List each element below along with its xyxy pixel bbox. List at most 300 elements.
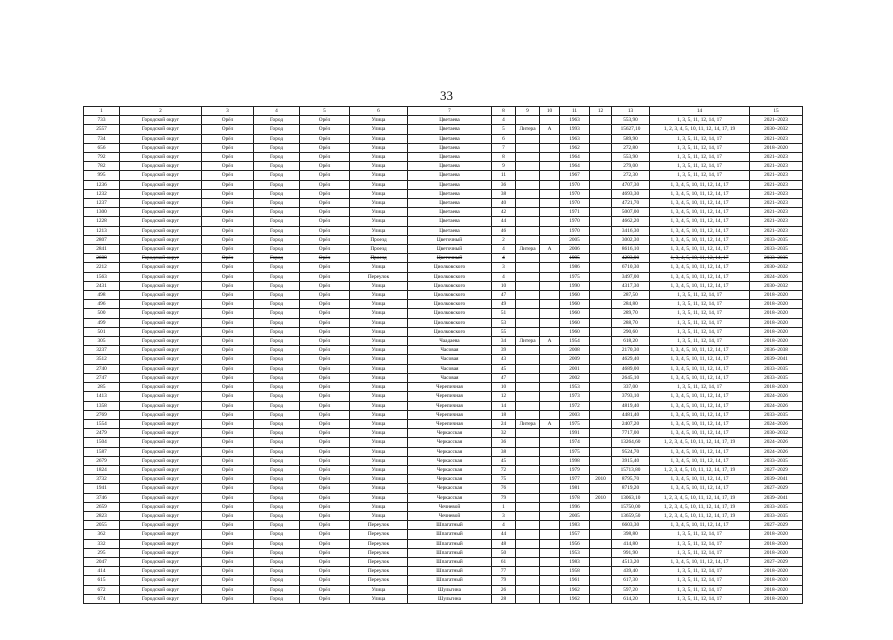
cell-period: 2027–2029 (750, 557, 803, 566)
cell-street: Цветаева (408, 226, 492, 235)
cell-building-type (516, 309, 540, 318)
cell-district: Орёл (202, 245, 254, 254)
cell-year-built: 1970 (560, 217, 590, 226)
cell-building-type (516, 318, 540, 327)
cell-settlement: Орёл (300, 309, 350, 318)
cell-works: 1, 3, 4, 5, 10, 11, 12, 14, 17 (650, 475, 750, 484)
cell-area: 4707,30 (612, 180, 650, 189)
cell-district-type: Городской округ (120, 548, 202, 557)
cell-settlement: Орёл (300, 557, 350, 566)
cell-works: 1, 2, 3, 4, 5, 10, 11, 12, 14, 17, 19 (650, 125, 750, 134)
cell-id: 3237 (84, 346, 120, 355)
cell-building-type (516, 180, 540, 189)
table-row (84, 226, 803, 235)
cell-settlement-type: Город (254, 180, 300, 189)
cell-building (540, 346, 560, 355)
cell-settlement: Орёл (300, 116, 350, 125)
cell-house: 3 (492, 263, 516, 272)
cell-building (540, 226, 560, 235)
cell-house: 39 (492, 346, 516, 355)
cell-settlement-type: Город (254, 134, 300, 143)
cell-district-type: Городской округ (120, 392, 202, 401)
cell-settlement: Орёл (300, 392, 350, 401)
table-row (84, 502, 803, 511)
cell-street-type: Улица (350, 134, 408, 143)
cell-year-built: 1962 (560, 143, 590, 152)
table-row (84, 217, 803, 226)
cell-works: 1, 2, 3, 4, 5, 10, 11, 12, 14, 17, 19 (650, 438, 750, 447)
cell-building (540, 153, 560, 162)
cell-building-type (516, 143, 540, 152)
cell-area: 2170,30 (612, 346, 650, 355)
cell-district-type: Городской округ (120, 419, 202, 428)
cell-settlement: Орёл (300, 254, 350, 263)
cell-street: Черкасская (408, 493, 492, 502)
cell-district-type: Городской округ (120, 346, 202, 355)
cell-street-type: Улица (350, 502, 408, 511)
cell-id: 3512 (84, 355, 120, 364)
cell-area: 614,20 (612, 594, 650, 603)
cell-building-type (516, 235, 540, 244)
cell-building-type (516, 346, 540, 355)
cell-street: Черепичная (408, 392, 492, 401)
cell-area: 13264,60 (612, 438, 650, 447)
cell-id: 496 (84, 300, 120, 309)
cell-period: 2024–2026 (750, 438, 803, 447)
cell-street: Черепичная (408, 383, 492, 392)
cell-building (540, 447, 560, 456)
column-header: 3 (202, 107, 254, 116)
cell-settlement: Орёл (300, 447, 350, 456)
cell-settlement-type: Город (254, 189, 300, 198)
cell-area: 398,80 (612, 530, 650, 539)
cell-district: Орёл (202, 419, 254, 428)
cell-house: 18 (492, 410, 516, 419)
cell-settlement: Орёл (300, 281, 350, 290)
cell-settlement: Орёл (300, 585, 350, 594)
cell-period: 2021–2023 (750, 162, 803, 171)
cell-building (540, 493, 560, 502)
cell-building-type (516, 521, 540, 530)
cell-settlement: Орёл (300, 208, 350, 217)
cell-year-renovated: 2010 (590, 475, 612, 484)
column-header: 11 (560, 107, 590, 116)
cell-period: 2039–2041 (750, 475, 803, 484)
cell-street-type: Переулок (350, 576, 408, 585)
cell-settlement-type: Город (254, 576, 300, 585)
cell-district: Орёл (202, 208, 254, 217)
cell-period: 2036–2038 (750, 346, 803, 355)
cell-year-built: 1974 (560, 438, 590, 447)
cell-period: 2018–2020 (750, 548, 803, 557)
cell-street-type: Улица (350, 438, 408, 447)
cell-year-renovated (590, 235, 612, 244)
cell-settlement-type: Город (254, 567, 300, 576)
cell-street-type: Улица (350, 189, 408, 198)
cell-district: Орёл (202, 226, 254, 235)
cell-district-type: Городской округ (120, 125, 202, 134)
cell-street: Циолковского (408, 272, 492, 281)
cell-area: 9524,70 (612, 447, 650, 456)
register-table (83, 106, 803, 604)
cell-area: 5007,00 (612, 208, 650, 217)
cell-year-renovated (590, 410, 612, 419)
cell-house: 44 (492, 217, 516, 226)
cell-year-built: 1967 (560, 171, 590, 180)
cell-settlement-type: Город (254, 502, 300, 511)
cell-year-renovated (590, 171, 612, 180)
cell-year-renovated (590, 567, 612, 576)
cell-period: 2018–2020 (750, 309, 803, 318)
cell-works: 1, 3, 4, 5, 10, 11, 12, 14, 17 (650, 429, 750, 438)
cell-district: Орёл (202, 456, 254, 465)
cell-year-renovated (590, 447, 612, 456)
cell-area: 15750,00 (612, 502, 650, 511)
cell-id: 734 (84, 134, 120, 143)
cell-year-built: 1995 (560, 254, 590, 263)
cell-settlement-type: Город (254, 493, 300, 502)
cell-area: 272,80 (612, 143, 650, 152)
cell-building (540, 272, 560, 281)
cell-district-type: Городской округ (120, 199, 202, 208)
table-row (84, 355, 803, 364)
table-row (84, 263, 803, 272)
cell-building (540, 585, 560, 594)
table-row (84, 254, 803, 263)
cell-year-renovated (590, 254, 612, 263)
column-header: 14 (650, 107, 750, 116)
cell-district: Орёл (202, 484, 254, 493)
cell-settlement: Орёл (300, 465, 350, 474)
cell-settlement: Орёл (300, 199, 350, 208)
cell-period: 2018–2020 (750, 576, 803, 585)
table-row (84, 180, 803, 189)
cell-period: 2033–2035 (750, 245, 803, 254)
cell-year-renovated (590, 585, 612, 594)
cell-settlement-type: Город (254, 410, 300, 419)
cell-period: 2021–2023 (750, 153, 803, 162)
cell-street-type: Улица (350, 263, 408, 272)
cell-period: 2033–2035 (750, 511, 803, 520)
cell-house: 53 (492, 318, 516, 327)
cell-street-type: Улица (350, 383, 408, 392)
cell-settlement-type: Город (254, 373, 300, 382)
cell-street: Циолковского (408, 263, 492, 272)
cell-district: Орёл (202, 235, 254, 244)
cell-id: 1300 (84, 208, 120, 217)
cell-period: 2033–2035 (750, 364, 803, 373)
cell-area: 6710,30 (612, 263, 650, 272)
cell-district-type: Городской округ (120, 116, 202, 125)
cell-district: Орёл (202, 502, 254, 511)
cell-street-type: Улица (350, 511, 408, 520)
cell-works: 1, 3, 4, 5, 10, 11, 12, 14, 17 (650, 281, 750, 290)
cell-works: 1, 3, 4, 5, 10, 11, 12, 14, 17 (650, 484, 750, 493)
cell-building-type (516, 493, 540, 502)
cell-building-type (516, 281, 540, 290)
cell-area: 618,20 (612, 337, 650, 346)
cell-street: Циолковского (408, 309, 492, 318)
cell-building (540, 576, 560, 585)
cell-works: 1, 2, 3, 4, 5, 10, 11, 12, 14, 17, 19 (650, 493, 750, 502)
table-row (84, 410, 803, 419)
cell-street-type: Улица (350, 327, 408, 336)
cell-period: 2024–2026 (750, 392, 803, 401)
cell-building (540, 180, 560, 189)
cell-street-type: Улица (350, 346, 408, 355)
cell-street: Шульгина (408, 585, 492, 594)
cell-house: 34 (492, 337, 516, 346)
cell-settlement: Орёл (300, 567, 350, 576)
cell-year-built: 1958 (560, 567, 590, 576)
cell-id: 1237 (84, 199, 120, 208)
cell-period: 2027–2029 (750, 465, 803, 474)
cell-street: Шпагатный (408, 539, 492, 548)
cell-street-type: Улица (350, 116, 408, 125)
cell-house: 55 (492, 327, 516, 336)
cell-street: Шпагатный (408, 576, 492, 585)
cell-year-renovated (590, 337, 612, 346)
cell-settlement-type: Город (254, 511, 300, 520)
cell-year-renovated (590, 125, 612, 134)
cell-street: Черкасская (408, 465, 492, 474)
cell-building-type (516, 383, 540, 392)
cell-street: Черкасская (408, 484, 492, 493)
cell-district-type: Городской округ (120, 208, 202, 217)
cell-settlement-type: Город (254, 291, 300, 300)
cell-settlement-type: Город (254, 557, 300, 566)
cell-id: 1236 (84, 180, 120, 189)
cell-district: Орёл (202, 171, 254, 180)
table-row (84, 475, 803, 484)
cell-year-renovated (590, 594, 612, 603)
cell-year-renovated (590, 226, 612, 235)
cell-year-renovated (590, 327, 612, 336)
table-row (84, 162, 803, 171)
cell-settlement-type: Город (254, 125, 300, 134)
cell-district: Орёл (202, 300, 254, 309)
cell-settlement-type: Город (254, 392, 300, 401)
cell-district: Орёл (202, 116, 254, 125)
cell-settlement-type: Город (254, 456, 300, 465)
cell-settlement: Орёл (300, 373, 350, 382)
cell-id: 1213 (84, 226, 120, 235)
cell-house: 28 (492, 594, 516, 603)
cell-id: 2823 (84, 511, 120, 520)
cell-street-type: Улица (350, 429, 408, 438)
cell-building-type (516, 291, 540, 300)
cell-id: 2659 (84, 502, 120, 511)
cell-settlement-type: Город (254, 327, 300, 336)
cell-settlement-type: Город (254, 263, 300, 272)
cell-district: Орёл (202, 199, 254, 208)
cell-house: 75 (492, 475, 516, 484)
cell-building (540, 475, 560, 484)
cell-district-type: Городской округ (120, 539, 202, 548)
cell-district: Орёл (202, 521, 254, 530)
cell-building (540, 355, 560, 364)
cell-works: 1, 3, 5, 11, 12, 14, 17 (650, 337, 750, 346)
cell-year-renovated (590, 291, 612, 300)
cell-id: 3746 (84, 493, 120, 502)
cell-building (540, 291, 560, 300)
cell-works: 1, 3, 5, 11, 12, 14, 17 (650, 567, 750, 576)
cell-period: 2018–2020 (750, 567, 803, 576)
cell-works: 1, 3, 5, 11, 12, 14, 17 (650, 171, 750, 180)
cell-year-renovated (590, 217, 612, 226)
cell-period: 2018–2020 (750, 143, 803, 152)
cell-works: 1, 3, 4, 5, 10, 11, 12, 14, 17 (650, 245, 750, 254)
table-row (84, 484, 803, 493)
cell-district: Орёл (202, 493, 254, 502)
cell-year-renovated (590, 364, 612, 373)
table-row (84, 116, 803, 125)
cell-street: Черкасская (408, 447, 492, 456)
cell-house: 4 (492, 272, 516, 281)
cell-district-type: Городской округ (120, 162, 202, 171)
cell-area: 3793,10 (612, 392, 650, 401)
cell-period: 2033–2035 (750, 502, 803, 511)
cell-settlement: Орёл (300, 143, 350, 152)
table-row (84, 585, 803, 594)
cell-district-type: Городской округ (120, 475, 202, 484)
cell-street: Цветаева (408, 199, 492, 208)
cell-district-type: Городской округ (120, 401, 202, 410)
cell-house: 46 (492, 226, 516, 235)
cell-year-built: 1978 (560, 493, 590, 502)
cell-area: 287,50 (612, 291, 650, 300)
cell-year-built: 1975 (560, 447, 590, 456)
cell-house: 9 (492, 162, 516, 171)
cell-house: 77 (492, 567, 516, 576)
cell-settlement: Орёл (300, 226, 350, 235)
cell-id: 2431 (84, 281, 120, 290)
cell-year-built: 2008 (560, 346, 590, 355)
cell-district-type: Городской округ (120, 272, 202, 281)
cell-area: 4513,20 (612, 557, 650, 566)
cell-year-renovated (590, 208, 612, 217)
cell-district: Орёл (202, 134, 254, 143)
cell-district: Орёл (202, 125, 254, 134)
cell-id: 1358 (84, 401, 120, 410)
cell-id: 792 (84, 153, 120, 162)
cell-period: 2030–2032 (750, 281, 803, 290)
cell-settlement: Орёл (300, 245, 350, 254)
cell-year-built: 1983 (560, 557, 590, 566)
cell-area: 3416,30 (612, 226, 650, 235)
cell-street: Шпагатный (408, 548, 492, 557)
cell-period: 2030–2032 (750, 125, 803, 134)
cell-settlement-type: Город (254, 521, 300, 530)
cell-street: Черкасская (408, 475, 492, 484)
cell-street-type: Улица (350, 493, 408, 502)
cell-year-renovated (590, 318, 612, 327)
cell-year-renovated (590, 199, 612, 208)
cell-building (540, 263, 560, 272)
cell-street-type: Улица (350, 281, 408, 290)
cell-works: 1, 3, 4, 5, 10, 11, 12, 14, 17 (650, 189, 750, 198)
cell-area: 414,80 (612, 539, 650, 548)
cell-id: 500 (84, 309, 120, 318)
cell-street-type: Улица (350, 125, 408, 134)
cell-building-type (516, 530, 540, 539)
cell-house: 45 (492, 364, 516, 373)
cell-settlement-type: Город (254, 162, 300, 171)
cell-year-renovated (590, 189, 612, 198)
cell-settlement: Орёл (300, 125, 350, 134)
cell-year-built: 1975 (560, 272, 590, 281)
cell-settlement: Орёл (300, 171, 350, 180)
cell-district-type: Городской округ (120, 189, 202, 198)
cell-year-renovated (590, 392, 612, 401)
cell-house: 38 (492, 189, 516, 198)
cell-area: 991,90 (612, 548, 650, 557)
table-row (84, 465, 803, 474)
cell-id: 2747 (84, 373, 120, 382)
cell-settlement-type: Город (254, 254, 300, 263)
cell-year-built: 1963 (560, 116, 590, 125)
cell-year-built: 1970 (560, 180, 590, 189)
cell-settlement-type: Город (254, 438, 300, 447)
cell-area: 2645,10 (612, 373, 650, 382)
column-header: 4 (254, 107, 300, 116)
table-row (84, 143, 803, 152)
cell-settlement: Орёл (300, 383, 350, 392)
cell-area: 13659,50 (612, 511, 650, 520)
cell-works: 1, 3, 4, 5, 10, 11, 12, 14, 17 (650, 410, 750, 419)
cell-building (540, 309, 560, 318)
cell-settlement-type: Город (254, 346, 300, 355)
cell-id: 782 (84, 162, 120, 171)
cell-district-type: Городской округ (120, 254, 202, 263)
cell-settlement: Орёл (300, 493, 350, 502)
cell-street-type: Переулок (350, 539, 408, 548)
cell-street: Черепичная (408, 410, 492, 419)
cell-building (540, 438, 560, 447)
cell-district-type: Городской округ (120, 502, 202, 511)
cell-period: 2018–2020 (750, 291, 803, 300)
cell-house: 12 (492, 392, 516, 401)
cell-building (540, 401, 560, 410)
cell-year-built: 1960 (560, 291, 590, 300)
cell-year-renovated (590, 309, 612, 318)
cell-house: 10 (492, 383, 516, 392)
cell-district: Орёл (202, 327, 254, 336)
cell-settlement-type: Город (254, 594, 300, 603)
cell-building-type (516, 199, 540, 208)
cell-period: 2033–2035 (750, 373, 803, 382)
cell-house: 32 (492, 429, 516, 438)
cell-area: 4721,70 (612, 199, 650, 208)
cell-works: 1, 3, 4, 5, 10, 11, 12, 14, 17 (650, 557, 750, 566)
cell-street-type: Переулок (350, 567, 408, 576)
cell-district-type: Городской округ (120, 383, 202, 392)
cell-works: 1, 3, 4, 5, 10, 11, 12, 14, 17 (650, 254, 750, 263)
cell-year-built: 1961 (560, 576, 590, 585)
table-row (84, 567, 803, 576)
cell-period: 2021–2023 (750, 217, 803, 226)
cell-district-type: Городской округ (120, 465, 202, 474)
cell-year-built: 1960 (560, 300, 590, 309)
cell-street-type: Переулок (350, 272, 408, 281)
cell-id: 615 (84, 576, 120, 585)
cell-building (540, 327, 560, 336)
cell-district-type: Городской округ (120, 153, 202, 162)
cell-building-type (516, 511, 540, 520)
cell-district: Орёл (202, 373, 254, 382)
cell-building-type (516, 594, 540, 603)
cell-works: 1, 3, 5, 11, 12, 14, 17 (650, 383, 750, 392)
